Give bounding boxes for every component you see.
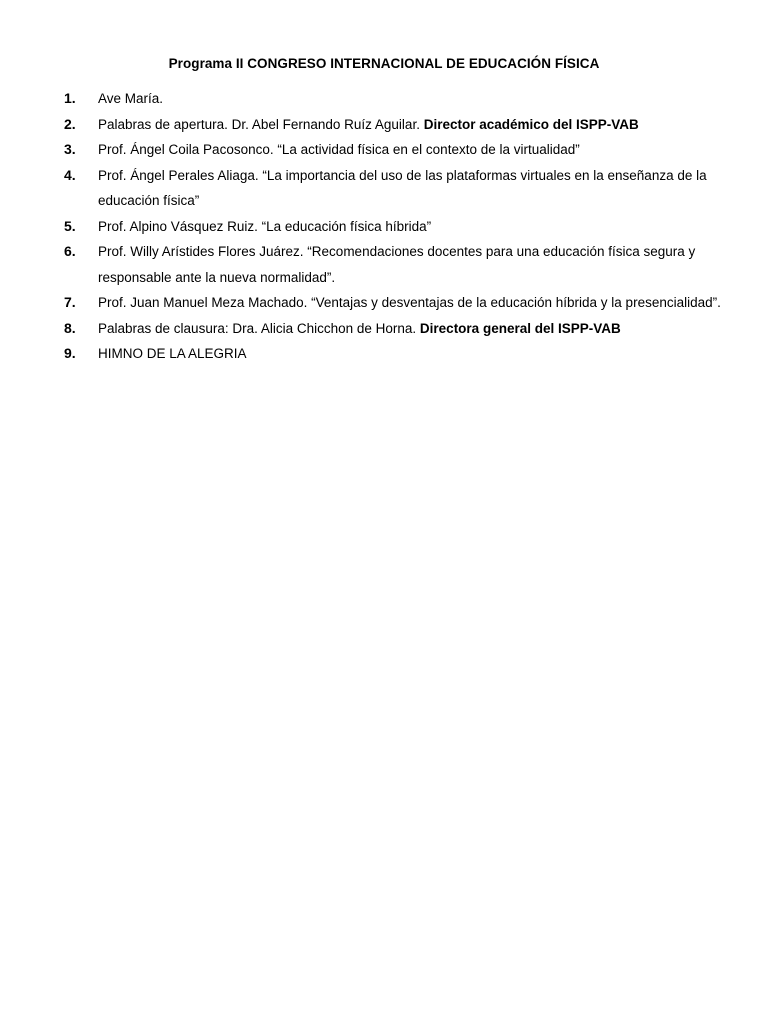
item-bold-text: Directora general del ISPP-VAB (419, 320, 621, 336)
item-text: Ave María. (98, 91, 164, 106)
program-item-1 (64, 86, 724, 112)
program-item-7 (64, 290, 724, 316)
item-number: 8. (64, 319, 76, 336)
item-number: 9. (64, 345, 76, 361)
program-item-6 (64, 239, 724, 290)
item-number: 4. (64, 166, 76, 183)
item-text: Palabras de clausura: Dra. Alicia Chicchon de Horna. (98, 320, 420, 336)
item-number: 7. (64, 294, 76, 310)
program-item-2 (64, 112, 724, 138)
program-item-9 (64, 341, 724, 367)
item-number: 6. (64, 243, 76, 259)
item-number: 2. (64, 115, 76, 132)
item-text: Prof. Ángel Perales Aliaga. “La importancia del uso de las plataformas virtuales en la enseñanza de la educación física” (98, 167, 707, 208)
item-text: Prof. Ángel Coila Pacosonco. “La actividad física en el contexto de la virtualidad” (98, 142, 580, 157)
item-text: Prof. Juan Manuel Meza Machado. “Ventajas y desventajas de la educación híbrida y la presencialidad”. (98, 295, 721, 310)
item-text: HIMNO DE LA ALEGRIA (98, 346, 247, 361)
program-item-3 (64, 137, 724, 163)
item-text: Prof. Willy Arístides Flores Juárez. “Recomendaciones docentes para una educación física segura y responsable ante la nueva normalidad”. (98, 244, 696, 285)
item-text: Prof. Alpino Vásquez Ruiz. “La educación física híbrida” (98, 218, 432, 234)
item-number: 1. (64, 90, 76, 106)
program-list (64, 86, 724, 367)
item-number: 5. (64, 217, 76, 234)
item-bold-text: Director académico del ISPP-VAB (423, 116, 639, 132)
document-title: Programa II CONGRESO INTERNACIONAL DE EDUCACIÓN FÍSICA (168, 56, 600, 71)
item-number: 3. (64, 141, 76, 157)
program-item-4 (64, 163, 724, 214)
program-item-8 (64, 316, 724, 342)
item-text: Palabras de apertura. Dr. Abel Fernando Ruíz Aguilar. (98, 116, 424, 132)
program-item-5 (64, 214, 724, 240)
